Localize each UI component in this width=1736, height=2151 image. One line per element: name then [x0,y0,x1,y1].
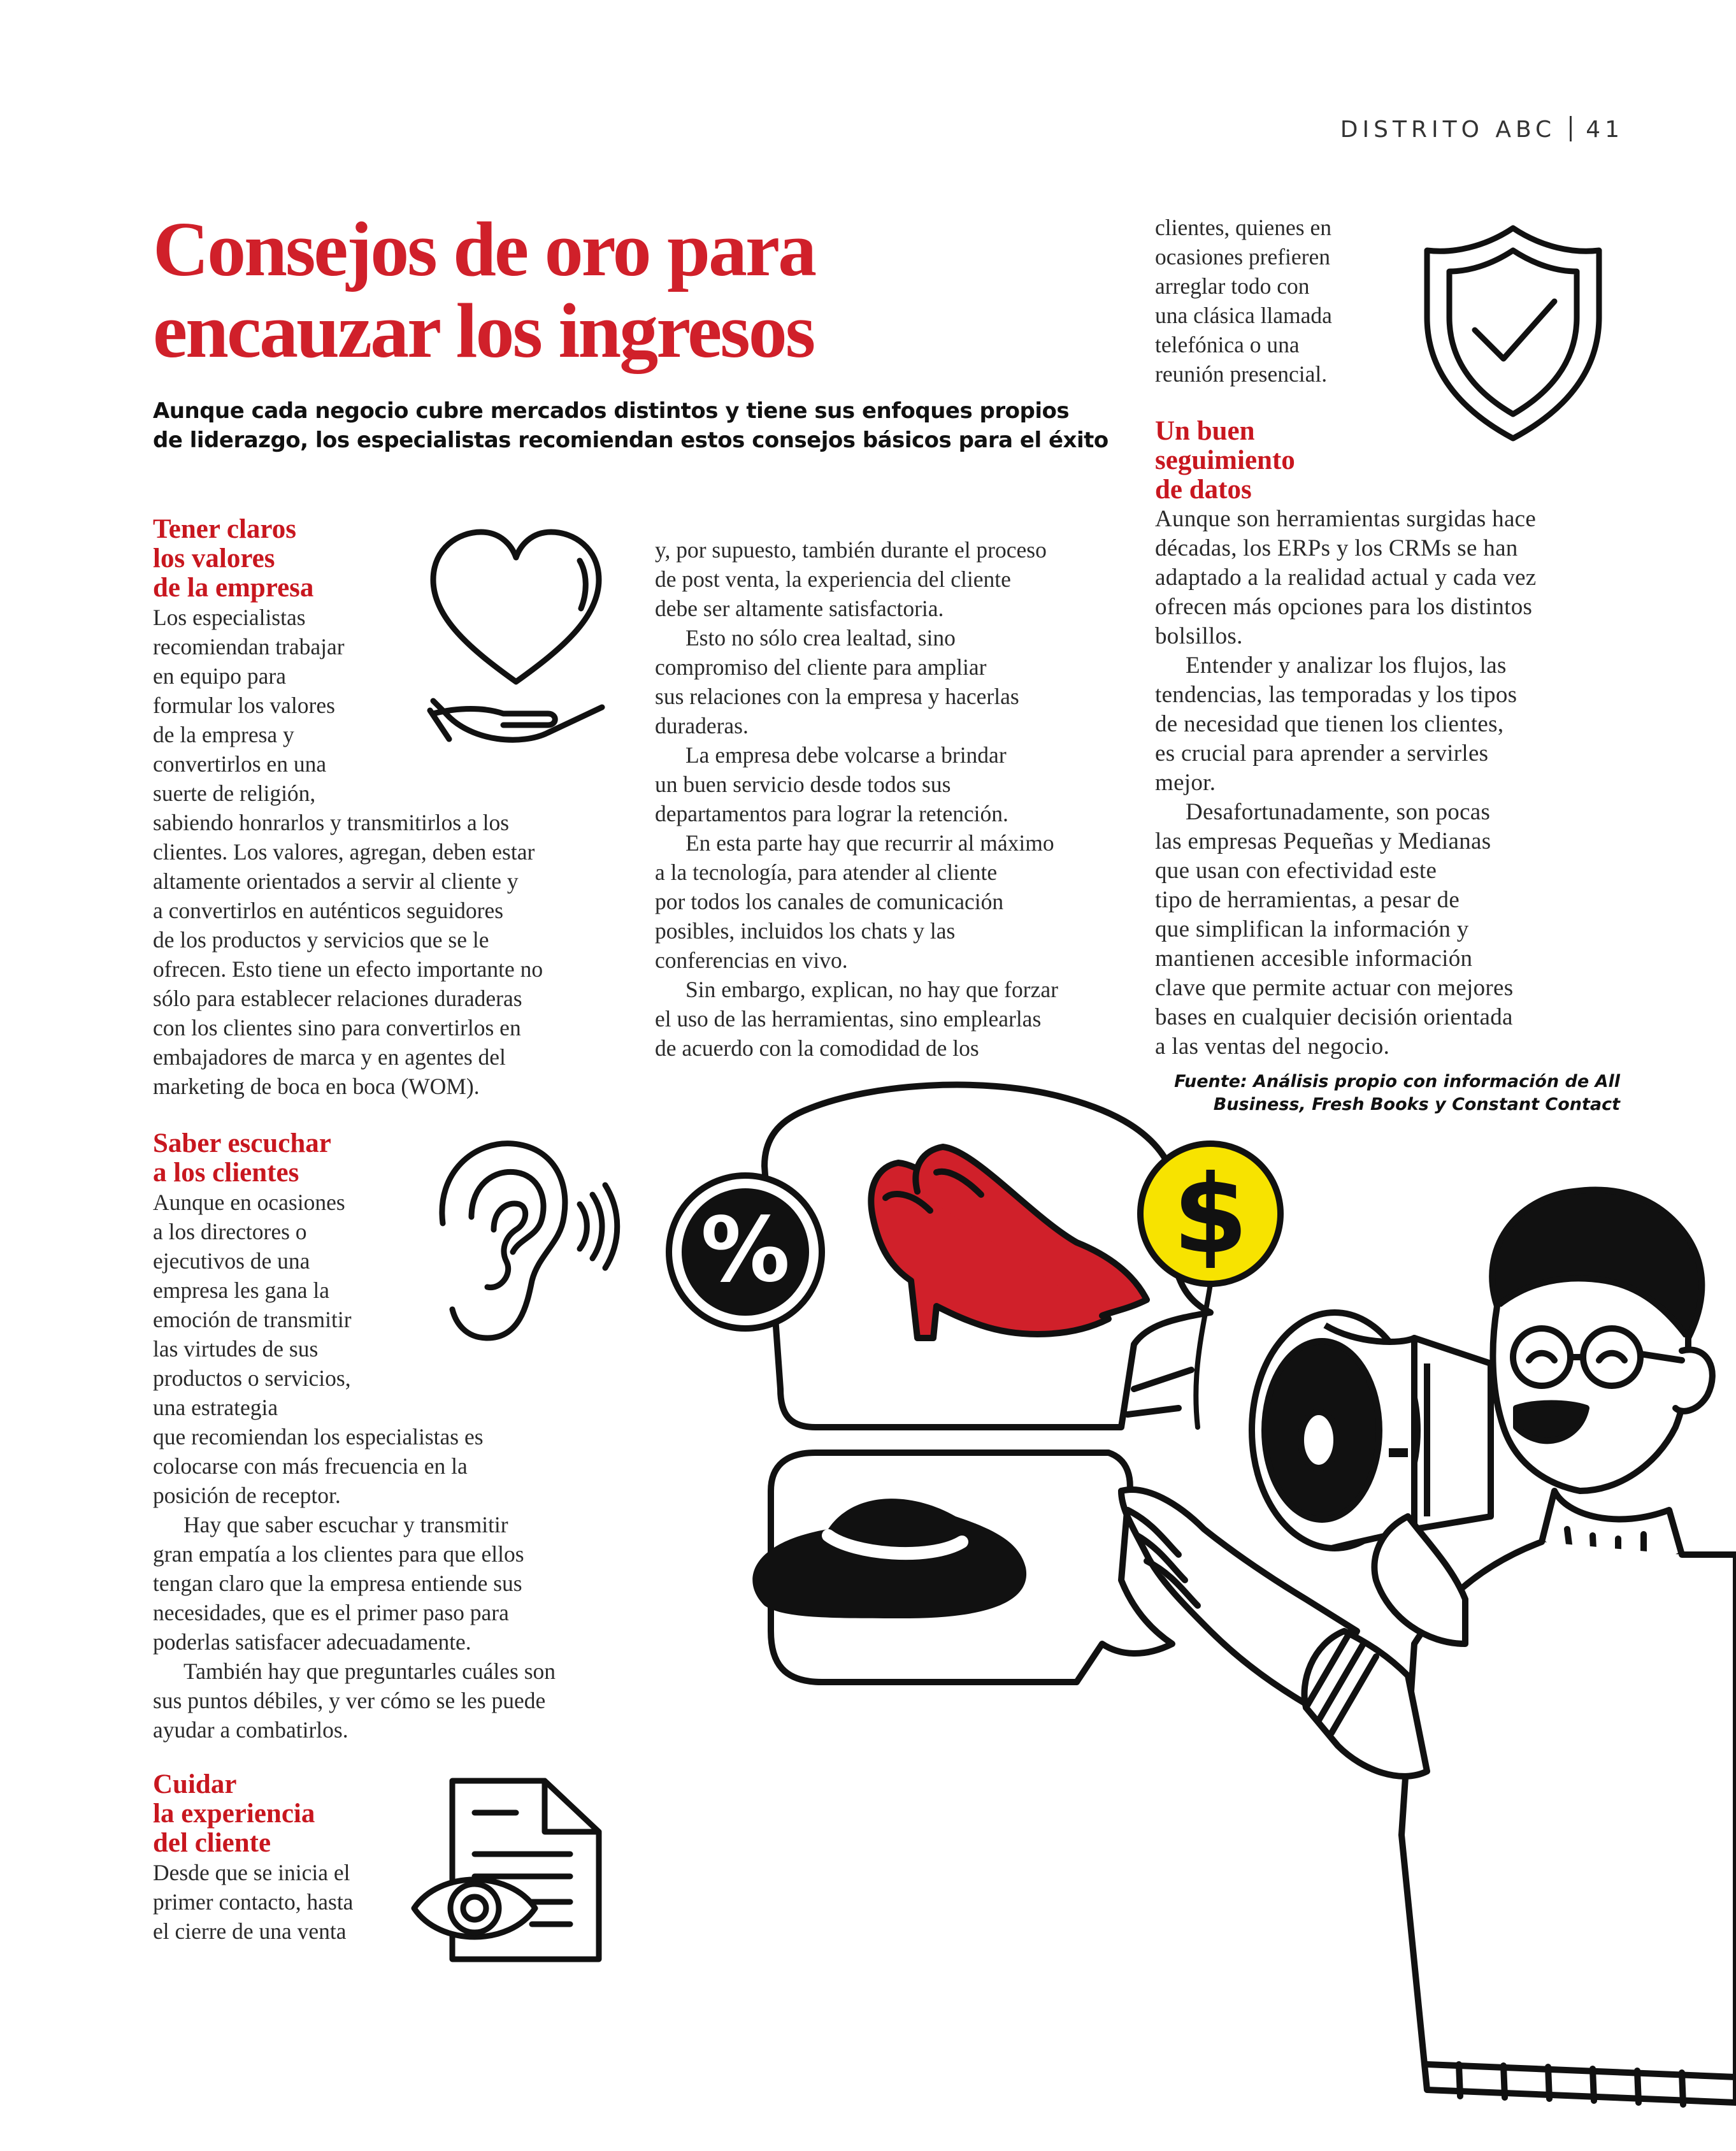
megaphone-icon [1252,1313,1491,1548]
section-body: Aunque en ocasiones a los directores o ejecutivos de una empresa les gana la emoción de transmitir las virtudes de sus productos o servicios, una estrategia que recomiendan los especialistas es colocarse con más frecuencia en la posición de receptor. Hay que saber escuchar y transmitir gran empatía a los clientes para que ellos tengan claro que la empresa entiende sus necesidades, que es el primer paso para poderlas satisfacer adecuadamente. También hay que preguntarles cuáles son sus puntos débiles, y ver cómo se les puede ayudar a combatirlos. [153,1190,556,1743]
section-body: Desde que se inicia el primer contacto, hasta el cierre de una venta [153,1860,354,1944]
section-heading: Cuidar la experiencia del cliente [153,1769,315,1858]
subtitle-line: Aunque cada negocio cubre mercados distintos y tiene sus enfoques propios [153,398,1070,424]
ear-icon [417,1134,621,1357]
shield-check-icon [1421,222,1605,445]
section-heading: Un buen seguimiento de datos [1155,416,1295,505]
column-2-text: y, por supuesto, también durante el proceso de post venta, la experiencia del cliente debe ser altamente satisfactoria. Esto no sólo crea lealtad, sino compromiso del cliente para ampliar sus relaciones con la empresa y hacerlas duraderas. La empresa debe volcarse a brindar un buen servicio desde todos sus departamentos para lograr la retención. En esta parte hay que recurrir al máximo a la tecnología, para atender al cliente por todos los canales de comunicación posibles, incluidos los chats y las conferencias en vivo. Sin embargo, explican, no hay que forzar el uso de las herramientas, sino emplearlas de acuerdo con la comodidad de los [655,537,1058,1061]
page-number: 41 [1586,117,1624,143]
hat-icon [752,1499,1026,1618]
heart-hand-icon [420,522,612,758]
percent-symbol: % [700,1198,791,1302]
dollar-symbol: $ [1172,1152,1249,1278]
section-heading: Saber escuchar a los clientes [153,1128,331,1188]
article-subtitle [153,396,1108,455]
publication-name: DISTRITO ABC [1340,117,1556,143]
megaphone-illustration [663,1070,1736,2151]
section-body: Los especialistas recomiendan trabajar en equipo para formular los valores de la empresa y convertirlos en una suerte de religión, sabiendo honrarlos y transmitirlos a los clientes. Los valores, agregan, deben estar altamente orientados a servir al cliente y a convertirlos en auténticos seguidores de los productos y servicios que se le ofrecen. Esto tiene un efecto importante no sólo para establecer relaciones duraderas con los clientes sino para convertirlos en embajadores de marca y en agentes del marketing de boca en boca (WOM). [153,605,543,1099]
header-divider [1570,116,1572,141]
red-shoes-icon [871,1147,1147,1338]
section-heading: Tener claros los valores de la empresa [153,514,314,603]
title-line: Consejos de oro para [153,206,815,292]
title-line: encauzar los ingresos [153,288,814,374]
article-title [153,206,917,374]
subtitle-line: de liderazgo, los especialistas recomiendan estos consejos básicos para el éxito [153,428,1108,453]
page-header [1340,116,1624,143]
document-eye-icon [408,1768,618,1978]
percent-badge-icon [669,1176,822,1328]
column-3-top-text: clientes, quienes en ocasiones prefieren arreglar todo con una clásica llamada telefónica o una reunión presencial. [1155,215,1332,387]
section-datos [1155,417,1626,1061]
section-body: Aunque son herramientas surgidas hace décadas, los ERPs y los CRMs se han adaptado a la realidad actual y cada vez ofrecen más opciones para los distintos bolsillos. Entender y analizar los flujos, las tendencias, las temporadas y los tipos de necesidad que tienen los clientes, es crucial para aprender a servirles mejor. Desafortunadamente, son pocas las empresas Pequeñas y Medianas que usan con efectividad este tipo de herramientas, a pesar de que simplifican la información y mantienen accesible información clave que permite actuar con mejores bases en cualquier decisión orientada a las ventas del negocio. [1155,506,1537,1060]
source-credit: Fuente: Análisis propio con información de All Business, Fresh Books y Constant Contact [1174,1072,1620,1114]
section-experiencia [153,1770,446,1946]
dollar-coin-icon [1140,1144,1280,1284]
